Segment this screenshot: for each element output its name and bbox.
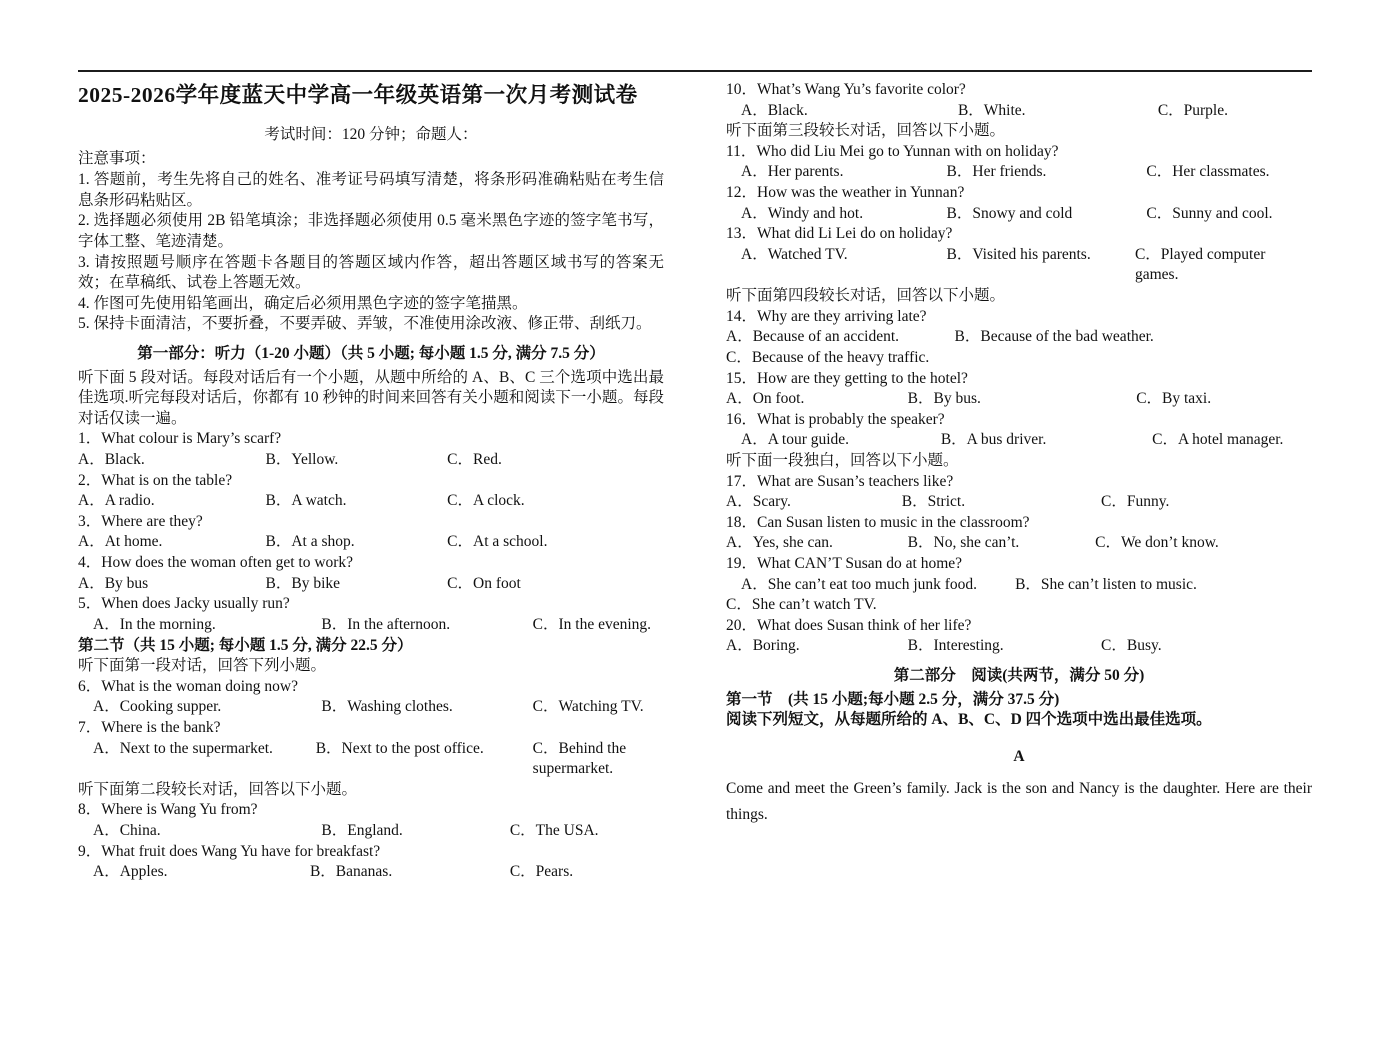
text-line: 2. 选择题必须使用 2B 铅笔填涂；非选择题必须使用 0.5 毫米黑色字迹的签字笔书写，字体工整、笔迹清楚。 [78, 212, 664, 250]
section-heading: 第一部分：听力（1-20 小题）（共 5 小题; 每小题 1.5 分, 满分 7.5 分） [137, 344, 605, 362]
option-item: A．At home. [78, 533, 163, 551]
option-item: B．By bike [265, 574, 341, 592]
question-stem: 15．How are they getting to the hotel? [726, 369, 968, 387]
options-row [78, 862, 664, 883]
option-item: A．China. [93, 821, 161, 839]
option-item: C．Her classmates. [1146, 163, 1270, 181]
option-item: A．Yes, she can. [726, 534, 833, 552]
option-item: C．Watching TV. [532, 698, 644, 716]
option-item: B．Yellow. [265, 451, 339, 469]
option-item: C．Busy. [1101, 637, 1162, 655]
question-stem: 2．What is on the table? [78, 471, 233, 489]
option-item: A．On foot. [726, 390, 805, 408]
options-row [726, 492, 1312, 513]
options-row [726, 636, 1312, 657]
option-item: A．A radio. [78, 492, 155, 510]
option-item: B．White. [957, 101, 1026, 119]
option-item: A．Watched TV. [741, 245, 848, 263]
option-item: B．Strict. [901, 493, 966, 511]
question-stem: 14．Why are they arriving late? [726, 307, 927, 325]
page-title: 2025-2026学年度蓝天中学高一年级英语第一次月考测试卷 [78, 83, 638, 107]
option-item: B．Her friends. [946, 163, 1047, 181]
option-item: A．By bus [78, 574, 149, 592]
option-item: A．A tour guide. [741, 431, 850, 449]
option-item: C．Funny. [1101, 493, 1170, 511]
options-row [726, 204, 1312, 225]
options-row [78, 739, 664, 780]
question-stem: 5．When does Jacky usually run? [78, 595, 290, 613]
option-item: C．Behind the supermarket. [532, 739, 627, 778]
option-item: A．Apples. [93, 863, 168, 881]
text-line: 听下面第三段较长对话，回答以下小题。 [726, 122, 1006, 140]
option-item: B．Bananas. [309, 863, 393, 881]
question-stem: 9．What fruit does Wang Yu have for breakfast? [78, 842, 381, 860]
options-row [726, 101, 1312, 122]
option-item: B．Next to the post office. [315, 739, 484, 757]
options-row [726, 245, 1312, 286]
option-item: C．Sunny and cool. [1146, 204, 1273, 222]
header-divider-line [78, 70, 1312, 72]
text-line: 听下面 5 段对话。每段对话后有一个小题，从题中所给的 A、B、C 三个选项中选出最佳选项.听完每段对话后，你都有 10 秒钟的时间来回答有关小题和阅读下一小题。每段对话仅读一遍。 [78, 368, 664, 427]
text-line: 3. 请按照题号顺序在答题卡各题目的答题区域内作答，超出答题区域书写的答案无效；在草稿纸、试卷上答题无效。 [78, 253, 664, 292]
options-row [78, 450, 664, 471]
option-item: B．No, she can’t. [907, 534, 1020, 552]
exam-paper [78, 80, 1312, 883]
option-item: A．Her parents. [741, 163, 844, 181]
option-item: C．Played computer games. [1134, 245, 1266, 284]
option-item: A．Scary. [726, 493, 791, 511]
option-item: A．Boring. [726, 637, 800, 655]
option-item: A．Black. [741, 101, 808, 119]
option-item: B．Snowy and cold [946, 204, 1073, 222]
option-item: B．England. [321, 821, 403, 839]
option-item: C．At a school. [447, 533, 548, 551]
text-line: 听下面第四段较长对话，回答以下小题。 [726, 287, 1006, 305]
question-stem: 1．What colour is Mary’s scarf? [78, 430, 282, 448]
text-line: 5. 保持卡面清洁，不要折叠，不要弄破、弄皱，不准使用涂改液、修正带、刮纸刀。 [78, 315, 652, 333]
text-line: 听下面第二段较长对话，回答以下小题。 [78, 780, 358, 798]
question-stem: 18．Can Susan listen to music in the classroom? [726, 513, 1030, 531]
option-item: B．By bus. [907, 390, 981, 408]
option-item: A．Windy and hot. [741, 204, 864, 222]
text-line: 4. 作图可先使用铅笔画出，确定后必须用黑色字迹的签字笔描黑。 [78, 294, 528, 312]
options-row [78, 615, 664, 636]
question-stem: 17．What are Susan’s teachers like? [726, 472, 954, 490]
option-item: C．The USA. [509, 821, 599, 839]
option-item: A．She can’t eat too much junk food. [741, 575, 978, 593]
question-stem: 8．Where is Wang Yu from? [78, 801, 258, 819]
section-subheading: 阅读下列短文，从每题所给的 A、B、C、D 四个选项中选出最佳选项。 [726, 711, 1212, 729]
question-stem: 3．Where are they? [78, 512, 203, 530]
text-line: 注意事项： [78, 150, 156, 168]
option-item: A．Black. [78, 451, 145, 469]
option-item: C．A hotel manager. [1152, 431, 1284, 449]
option-item: B．Because of the bad weather. [954, 328, 1154, 346]
option-item: C．In the evening. [532, 615, 652, 633]
option-item: C．Pears. [509, 863, 574, 881]
options-row [726, 162, 1312, 183]
option-item: C．We don’t know. [1095, 534, 1219, 552]
option-item: A．In the morning. [93, 615, 216, 633]
options-row [726, 430, 1312, 451]
option-item: B．At a shop. [265, 533, 355, 551]
options-row [726, 389, 1312, 410]
option-item: C．On foot [447, 574, 521, 592]
question-stem: 10．What’s Wang Yu’s favorite color? [726, 81, 966, 98]
exam-meta: 考试时间：120 分钟；命题人： [264, 125, 478, 143]
column-left [78, 80, 664, 883]
section-subheading: 第二节（共 15 小题; 每小题 1.5 分, 满分 22.5 分） [78, 636, 413, 654]
question-stem: 11．Who did Liu Mei go to Yunnan with on holiday? [726, 142, 1059, 160]
question-stem: 19．What CAN’T Susan do at home? [726, 555, 963, 573]
text-line: C．Because of the heavy traffic. [726, 348, 930, 366]
options-row [726, 327, 1312, 348]
option-item: B．Washing clothes. [321, 698, 453, 716]
option-item: B．A bus driver. [940, 431, 1047, 449]
question-stem: 12．How was the weather in Yunnan? [726, 184, 965, 202]
text-line: 听下面第一段对话，回答下列小题。 [78, 657, 327, 675]
option-item: C．By taxi. [1136, 390, 1212, 408]
question-stem: 20．What does Susan think of her life? [726, 616, 972, 634]
column-right [726, 80, 1312, 829]
option-item: C．Purple. [1157, 101, 1228, 119]
option-item: A．Because of an accident. [726, 328, 900, 346]
text-line: 听下面一段独白，回答以下小题。 [726, 451, 959, 469]
question-stem: 7．Where is the bank? [78, 718, 221, 736]
option-item: B．She can’t listen to music. [1015, 575, 1197, 593]
option-item: A．Next to the supermarket. [93, 739, 273, 757]
option-item: C．A clock. [447, 492, 525, 510]
options-row [726, 533, 1312, 554]
option-item: A．Cooking supper. [93, 698, 222, 716]
option-item: C．Red. [447, 451, 502, 469]
options-row [726, 575, 1312, 596]
options-row [78, 574, 664, 595]
section-heading: 第二部分 阅读(共两节，满分 50 分) [893, 667, 1145, 685]
question-stem: 6．What is the woman doing now? [78, 677, 298, 695]
options-row [78, 821, 664, 842]
option-item: B．In the afternoon. [321, 615, 451, 633]
passage-label: A [1013, 747, 1025, 765]
section-subheading: 第一节 (共 15 小题;每小题 2.5 分，满分 37.5 分) [726, 690, 1060, 708]
option-item: B．Visited his parents. [946, 245, 1091, 263]
text-line: 1. 答题前，考生先将自己的姓名、准考证号码填写清楚，将条形码准确粘贴在考生信息条形码粘贴区。 [78, 171, 664, 209]
text-line: C．She can’t watch TV. [726, 596, 877, 614]
option-item: B．Interesting. [907, 637, 1004, 655]
options-row [78, 697, 664, 718]
option-item: B．A watch. [265, 492, 347, 510]
passage-paragraph: Come and meet the Green’s family. Jack is the son and Nancy is the daughter. Here are their things. [726, 779, 1312, 824]
question-stem: 16．What is probably the speaker? [726, 410, 945, 428]
question-stem: 13．What did Li Lei do on holiday? [726, 225, 953, 243]
options-row [78, 532, 664, 553]
question-stem: 4．How does the woman often get to work? [78, 554, 354, 572]
options-row [78, 491, 664, 512]
